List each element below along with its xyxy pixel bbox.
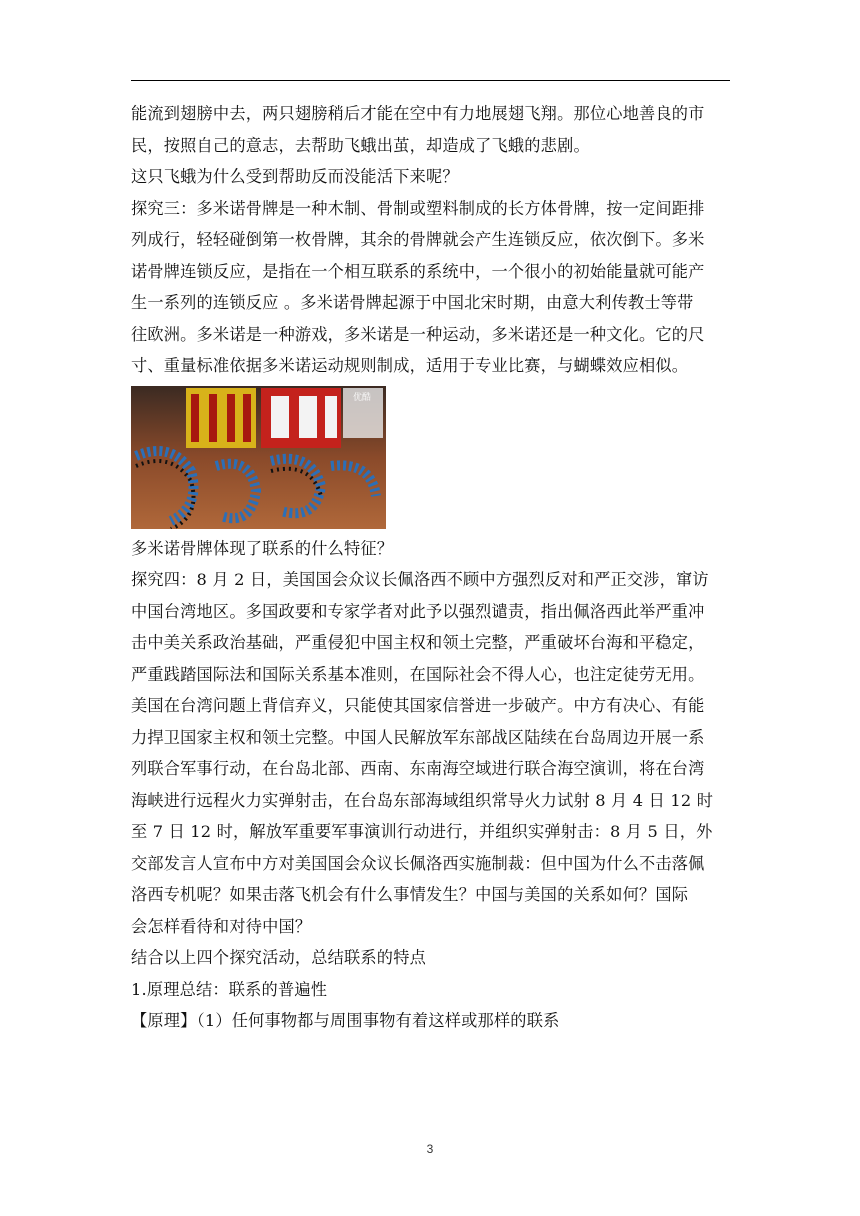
paragraph: 海峡进行远程火力实弹射击，在台岛东部海域组织常导火力试射 8 月 4 日 12 时 [131,790,714,810]
paragraph: 多米诺骨牌体现了联系的什么特征？ [131,538,394,558]
paragraph: 至 7 日 12 时，解放军重要军事演训行动进行，并组织实弹射击：8 月 5 日，外 [131,822,713,841]
paragraph: 民，按照自己的意志，去帮助飞蛾出茧，却造成了飞蛾的悲剧。 [131,135,590,155]
paragraph: 严重践踏国际法和国际关系基本准则，在国际社会不得人心，也注定徒劳无用。 [131,664,705,684]
paragraph: 这只飞蛾为什么受到帮助反而没能活下来呢？ [131,167,459,186]
paragraph: 列联合军事行动，在台岛北部、西南、东南海空域进行联合海空演训，将在台湾 [131,759,705,778]
paragraph: 1.原理总结：联系的普遍性 [131,979,328,999]
paragraph: 击中美关系政治基础，严重侵犯中国主权和领土完整，严重破坏台海和平稳定， [131,633,705,652]
header-rule [131,80,730,81]
paragraph: 交部发言人宣布中方对美国国会众议长佩洛西实施制裁：但中国为什么不击落佩 [131,853,705,873]
page-number: 3 [426,1142,434,1156]
paragraph: 列成行，轻轻碰倒第一枚骨牌，其余的骨牌就会产生连锁反应，依次倒下。多米 [131,230,705,249]
paragraph: 力捍卫国家主权和领土完整。中国人民解放军东部战区陆续在台岛周边开展一系 [131,727,705,747]
paragraph: 寸、重量标准依据多米诺运动规则制成，适用于专业比赛，与蝴蝶效应相似。 [131,356,689,375]
watermark-text: 优酷 [353,391,372,402]
paragraph: 探究四：8 月 2 日，美国国会众议长佩洛西不顾中方强烈反对和严正交涉，窜访 [131,570,709,589]
paragraph: 探究三：多米诺骨牌是一种木制、骨制或塑料制成的长方体骨牌，按一定间距排 [131,198,705,218]
yellow-domino-block [186,388,256,448]
paragraph: 结合以上四个探究活动，总结联系的特点 [131,948,426,967]
domino-photo [131,386,386,529]
paragraph: 【原理】（1）任何事物都与周围事物有着这样或那样的联系 [131,1011,560,1030]
paragraph: 诺骨牌连锁反应，是指在一个相互联系的系统中，一个很小的初始能量就可能产 [131,261,705,281]
paragraph: 往欧洲。多米诺是一种游戏，多米诺是一种运动，多米诺还是一种文化。它的尺 [131,324,705,344]
paragraph: 美国在台湾问题上背信弃义，只能使其国家信誉进一步破产。中方有决心、有能 [131,696,705,715]
paragraph: 生一系列的连锁反应 。多米诺骨牌起源于中国北宋时期，由意大利传教士等带 [131,293,694,312]
paragraph: 会怎样看待和对待中国？ [131,916,312,936]
document-body [131,98,730,1037]
red-white-domino-block [261,388,341,448]
paragraph: 中国台湾地区。多国政要和专家学者对此予以强烈谴责，指出佩洛西此举严重冲 [131,601,705,621]
domino-illustration [131,386,386,529]
paragraph: 能流到翅膀中去，两只翅膀稍后才能在空中有力地展翅飞翔。那位心地善良的市 [131,104,705,123]
paragraph: 洛西专机呢？如果击落飞机会有什么事情发生？中国与美国的关系如何？国际 [131,885,689,904]
